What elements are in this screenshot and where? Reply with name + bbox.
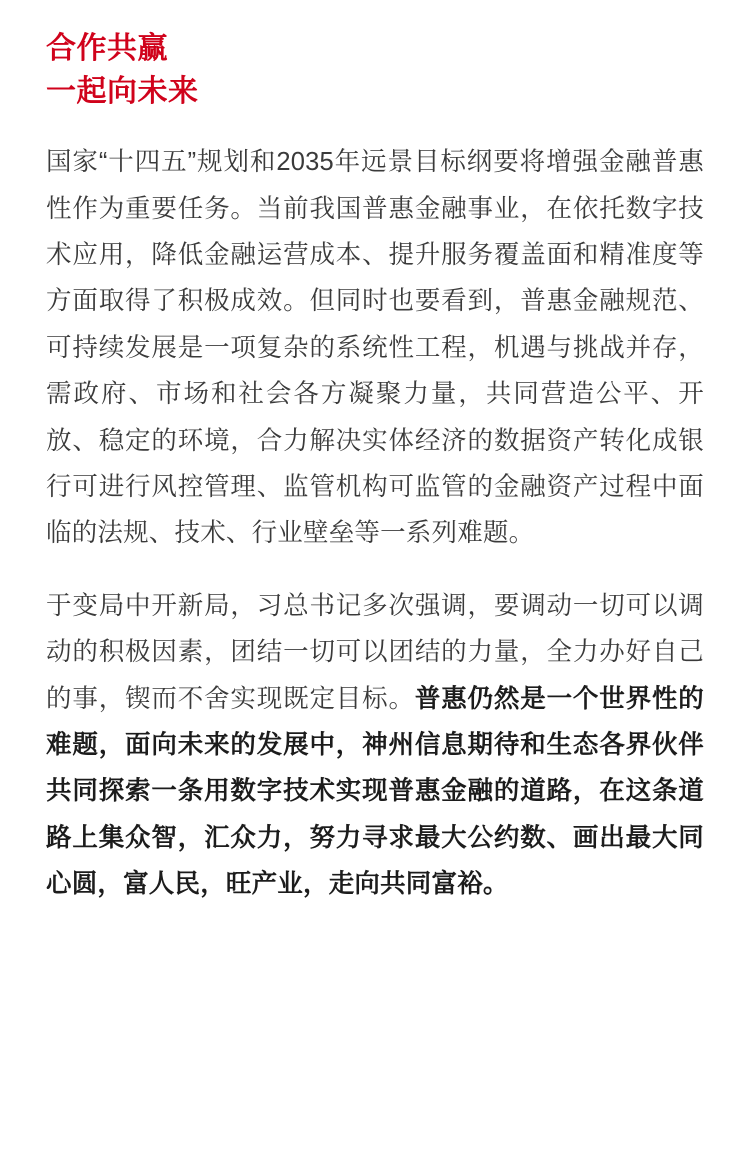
paragraph-1: 国家“十四五”规划和2035年远景目标纲要将增强金融普惠性作为重要任务。当前我国普惠金融事业，在依托数字技术应用，降低金融运营成本、提升服务覆盖面和精准度等方面取得了积极成效。但同时也要看到，普惠金融规范、可持续发展是一项复杂的系统性工程，机遇与挑战并存，需政府、市场和社会各方凝聚力量，共同营造公平、开放、稳定的环境，合力解决实体经济的数据资产转化成银行可进行风控管理、监管机构可监管的金融资产过程中面临的法规、技术、行业壁垒等一系列难题。 (46, 148, 704, 548)
headline-block (46, 28, 704, 113)
paragraph-2-bold-text: 普惠仍然是一个世界性的难题，面向未来的发展中，神州信息期待和生态各界伙伴共同探索一条用数字技术实现普惠金融的道路，在这条道路上集众智，汇众力，努力寻求最大公约数、画出最大同心圆，富人民，旺产业，走向共同富裕。 (46, 684, 704, 899)
paragraph-2-normal-text: 于变局中开新局，习总书记多次强调，要调动一切可以调动的积极因素，团结一切可以团结的力量，全力办好自己的事，锲而不舍实现既定目标。 (46, 591, 704, 713)
headline-line-2: 一起向未来 (46, 74, 199, 108)
headline-line-1: 合作共赢 (46, 32, 168, 65)
paragraph-2 (46, 583, 704, 908)
